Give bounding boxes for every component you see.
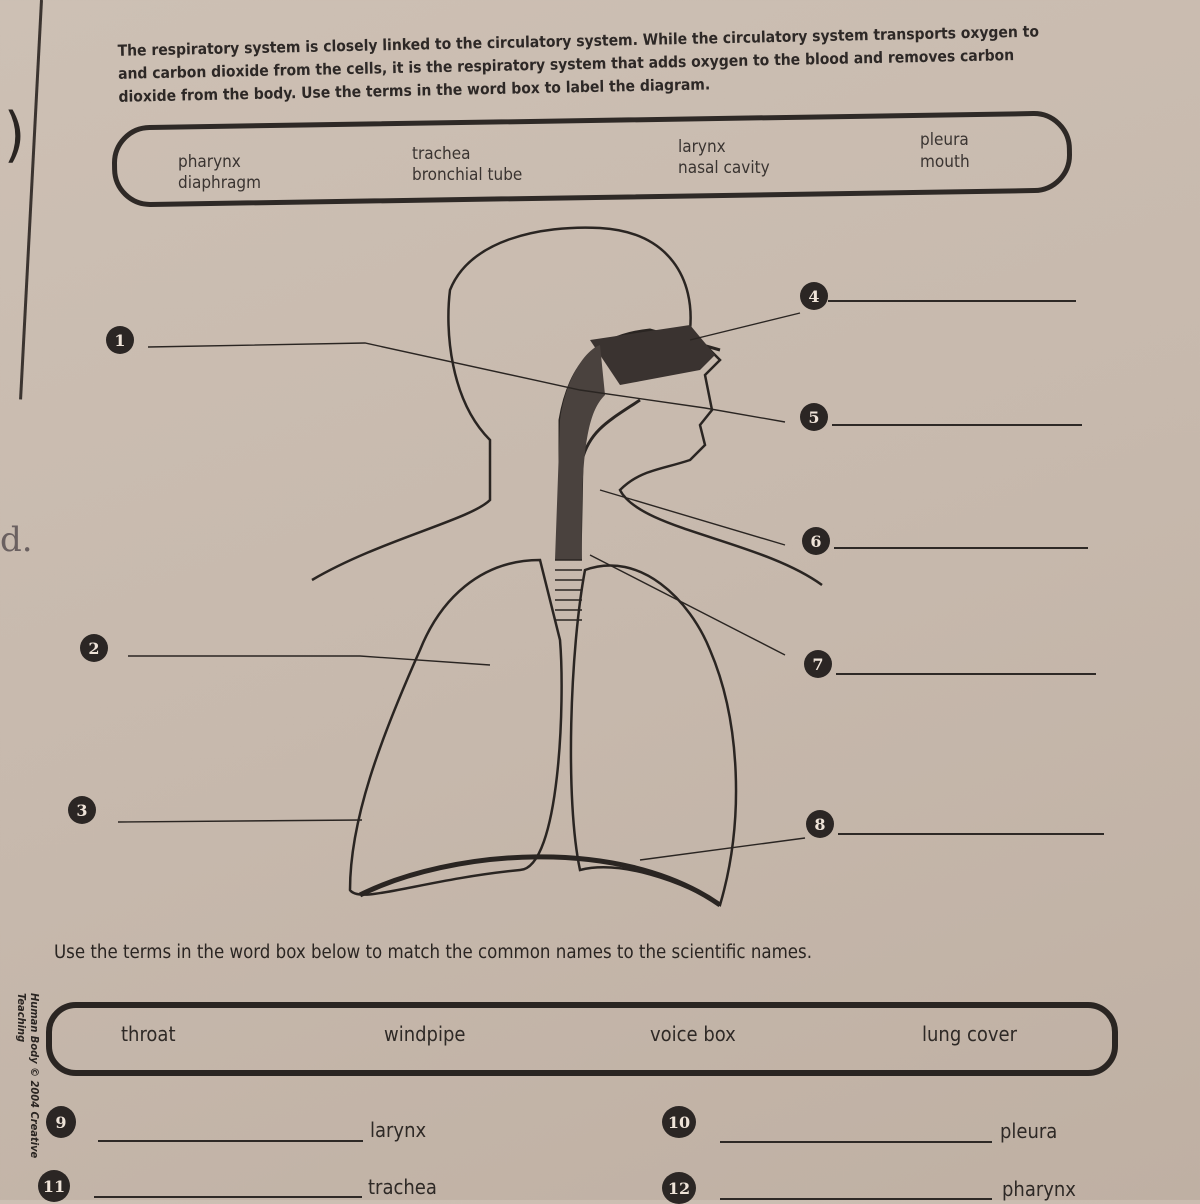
answer-line-5 <box>832 424 1082 426</box>
pharynx-shape <box>555 345 605 560</box>
match-line-9 <box>98 1140 363 1142</box>
term-diaphragm: diaphragm <box>178 173 262 193</box>
term-lung-cover: lung cover <box>922 1022 1017 1046</box>
term-pleura: pleura <box>920 130 969 150</box>
copyright-side-text: Human Body © 2004 Creative Teaching <box>15 993 41 1159</box>
match-number-9: 9 <box>46 1106 76 1138</box>
match-line-11 <box>94 1196 362 1198</box>
match-term-pleura: pleura <box>1000 1119 1058 1143</box>
answer-line-4 <box>828 300 1076 302</box>
match-term-larynx: larynx <box>370 1118 427 1142</box>
handwriting: d. <box>0 520 33 560</box>
answer-line-6 <box>834 547 1088 549</box>
diaphragm <box>360 857 720 905</box>
instruction-2: Use the terms in the word box below to match the common names to the scientific names. <box>54 942 812 963</box>
label-number-3: 3 <box>68 796 96 824</box>
term-throat: throat <box>121 1022 176 1046</box>
match-line-10 <box>720 1141 992 1143</box>
label-number-6: 6 <box>802 527 830 555</box>
label-number-4: 4 <box>800 282 828 310</box>
match-number-12: 12 <box>662 1172 696 1204</box>
match-term-trachea: trachea <box>368 1175 437 1199</box>
match-number-10: 10 <box>662 1106 696 1138</box>
label-number-8: 8 <box>806 810 834 838</box>
label-number-7: 7 <box>804 650 832 678</box>
intro-paragraph: The respiratory system is closely linked to the circulatory system. While the circulatory system transports oxygen to and carbon dioxide from the cells, it is the respiratory system that adds oxygen to the blood and removes carbon dioxide from the body. Use the terms in the word box to label the diagram. <box>117 22 1040 106</box>
term-pharynx: pharynx <box>178 152 241 172</box>
paren-mark: ) <box>4 100 26 170</box>
label-number-1: 1 <box>106 326 134 354</box>
answer-line-7 <box>836 673 1096 675</box>
term-voice-box: voice box <box>650 1022 736 1046</box>
term-larynx: larynx <box>678 137 726 157</box>
match-term-pharynx: pharynx <box>1002 1177 1076 1201</box>
match-number-11: 11 <box>38 1170 70 1202</box>
term-windpipe: windpipe <box>384 1022 466 1046</box>
answer-line-8 <box>838 833 1104 835</box>
label-number-2: 2 <box>80 634 108 662</box>
term-mouth: mouth <box>920 152 970 172</box>
term-trachea: trachea <box>412 144 471 164</box>
term-nasal-cavity: nasal cavity <box>678 158 770 178</box>
left-lung <box>350 560 562 895</box>
term-bronchial-tube: bronchial tube <box>412 165 523 185</box>
nasal-cavity-shape <box>590 325 715 385</box>
label-number-5: 5 <box>800 403 828 431</box>
